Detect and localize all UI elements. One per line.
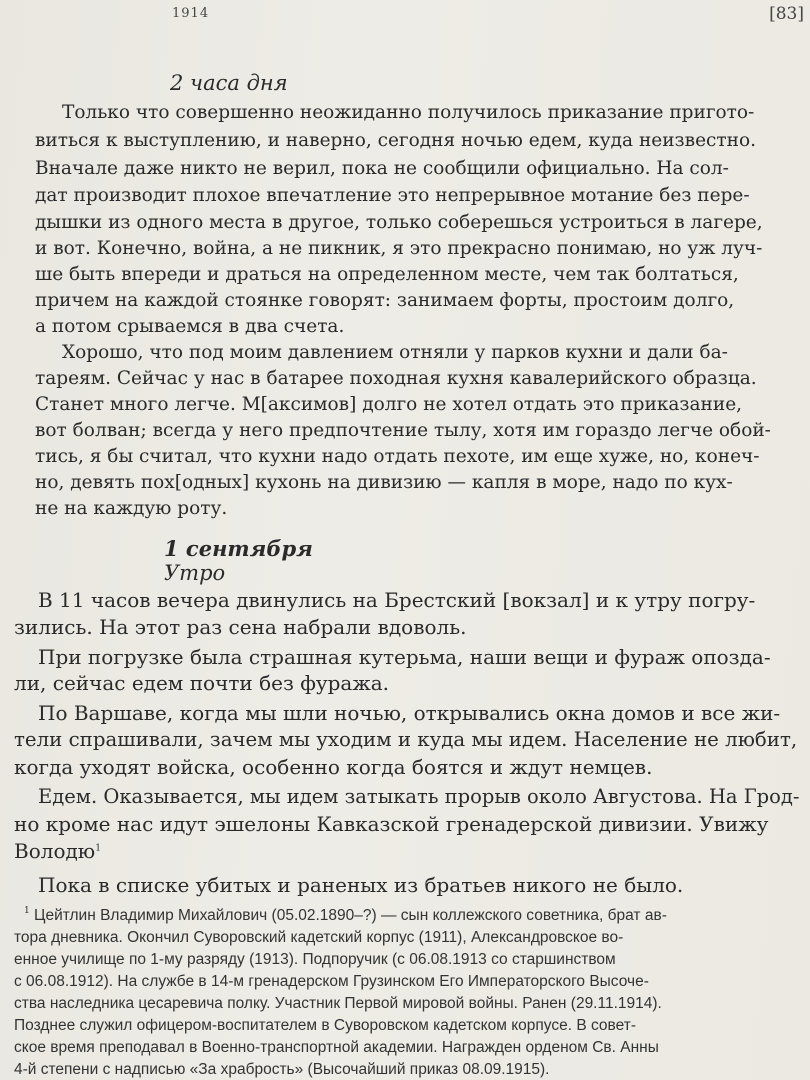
text-line: При погрузке была страшная кутерьма, наши вещи и фураж опозда- xyxy=(38,645,771,669)
footnote-line: ское время преподавал в Военно-транспортной академии. Награжден орденом Св. Анны xyxy=(14,1039,659,1056)
entry-date-heading: 1 сентября xyxy=(164,536,313,561)
text-line: Хорошо, что под моим давлением отняли у парков кухни и дали ба- xyxy=(62,342,728,363)
text-line: зились. На этот раз сена набрали вдоволь. xyxy=(14,615,467,639)
text-line: не на каждую роту. xyxy=(35,498,228,519)
text-line: но, девять пох[одных] кухонь на дивизию — капля в море, надо по кух- xyxy=(35,472,733,493)
running-header-year: 1914 xyxy=(172,6,210,21)
text-line: дат производит плохое впечатление это непрерывное мотание без пере- xyxy=(35,185,750,206)
text-line: тись, я бы считал, что кухни надо отдать пехоте, им еще хуже, но, конеч- xyxy=(35,446,760,467)
text-line: ли, сейчас едем почти без фуража. xyxy=(14,671,390,695)
text-run: Володю xyxy=(14,839,96,863)
text-line xyxy=(14,841,101,861)
text-line: Вначале даже никто не верил, пока не сообщили официально. На сол- xyxy=(35,158,729,179)
footnote-line: 4-й степени с надписью «За храбрость» (Высочайший приказ 08.09.1915). xyxy=(14,1061,550,1078)
text-line: тели спрашивали, зачем мы уходим и куда мы идем. Население не любит, xyxy=(14,728,798,751)
text-line: Станет много легче. М[аксимов] долго не хотел отдать это приказание, xyxy=(35,394,743,415)
footnote-line: енное училище по 1-му разряду (1913). Подпоручик (с 06.08.1913 со старшинством xyxy=(14,951,616,968)
text-line: и вот. Конечно, война, а не пикник, я это прекрасно понимаю, но уж луч- xyxy=(35,238,763,259)
text-line: В 11 часов вечера двинулись на Брестский [вокзал] и к утру погру- xyxy=(38,588,756,612)
footnote-line: ства наследника цесаревича полку. Участник Первой мировой войны. Ранен (29.11.1914). xyxy=(14,995,662,1012)
footnote-line: тора дневника. Окончил Суворовский кадетский корпус (1911), Александровское во- xyxy=(14,929,624,946)
section-heading-time: 2 часа дня xyxy=(170,71,288,95)
footnote-marker: 1 xyxy=(24,906,30,916)
footnote-line: Цейтлин Владимир Михайлович (05.02.1890–?) — сын коллежского советника, брат ав- xyxy=(34,907,667,924)
entry-time-subheading: Утро xyxy=(164,561,226,585)
footnote-line: с 06.08.1912). На службе в 14-м гренадерском Грузинском Его Императорского Высоче- xyxy=(14,973,649,990)
page-body xyxy=(0,60,810,1080)
text-line: вот болван; всегда у него предпочтение тылу, хотя им гораздо легче обой- xyxy=(35,420,771,441)
text-line: тареям. Сейчас у нас в батарее походная кухня кавалерийского образца. xyxy=(35,368,757,389)
text-line: виться к выступлению, и наверно, сегодня ночью едем, куда неизвестно. xyxy=(35,130,756,151)
text-line: но кроме нас идут эшелоны Кавказской гренадерской дивизии. Увижу xyxy=(14,812,769,836)
text-line: По Варшаве, когда мы шли ночью, открывались окна домов и все жи- xyxy=(38,701,781,725)
page-number: [83] xyxy=(769,4,804,24)
text-line: причем на каждой стоянке говорят: занимаем форты, простоим долго, xyxy=(35,290,735,311)
text-line: дышки из одного места в другое, только соберешься устроиться в лагере, xyxy=(35,212,763,233)
footnote-line: Позднее служил офицером-воспитателем в Суворовском кадетском корпусе. В совет- xyxy=(14,1017,636,1034)
footnote-reference[interactable]: 1 xyxy=(95,843,101,854)
text-line: когда уходят войска, особенно когда боятся и ждут немцев. xyxy=(14,755,653,779)
text-line: Только что совершенно неожиданно получилось приказание пригото- xyxy=(62,102,755,123)
text-line: Пока в списке убитых и раненых из братьев никого не было. xyxy=(38,873,684,897)
text-line: Едем. Оказывается, мы идем затыкать прорыв около Августова. На Грод- xyxy=(38,785,800,808)
text-line: а потом срываемся в два счета. xyxy=(35,316,345,337)
text-line: ше быть впереди и драться на определенном месте, чем так болтаться, xyxy=(35,264,739,285)
